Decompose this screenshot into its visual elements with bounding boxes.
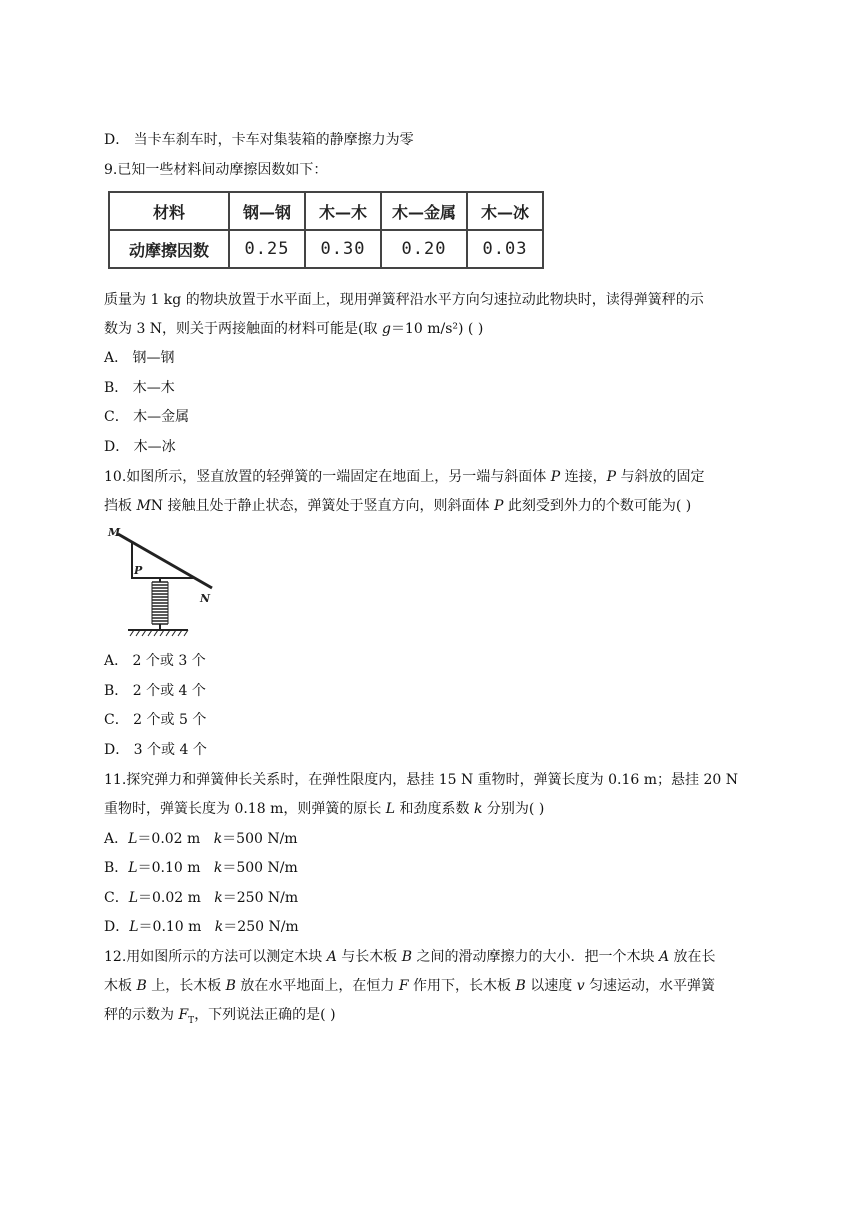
q10-line2 <box>104 496 691 516</box>
var-p: P <box>550 469 561 485</box>
table-header-cell: 钢—钢 <box>229 192 305 230</box>
text-span: 分别为( ) <box>482 801 545 817</box>
option-k-value: ＝500 N/m <box>222 860 298 876</box>
var-l: L <box>128 831 138 847</box>
var-f: F <box>398 978 409 994</box>
text-span: 秤的示数为 <box>104 1007 179 1023</box>
option-l-value: ＝0.02 m <box>138 890 201 906</box>
q12-line3 <box>104 1005 336 1031</box>
q11-option-c <box>104 888 298 908</box>
table-cell: 0.03 <box>467 230 543 268</box>
q9-option-b: B． 木—木 <box>104 380 175 396</box>
text-span: 上，长木板 <box>146 978 226 994</box>
option-label: D． <box>104 919 130 935</box>
var-b: B <box>515 978 526 994</box>
text-span: ，下列说法正确的是( ) <box>194 1007 336 1023</box>
q10-option-b: B． 2 个或 4 个 <box>104 683 206 699</box>
text-span: ＝10 m/s²) ( ) <box>390 321 484 337</box>
var-l: L <box>129 919 139 935</box>
table-header-cell: 木—冰 <box>467 192 543 230</box>
var-a: A <box>326 949 337 965</box>
option-l-value: ＝0.10 m <box>138 919 202 935</box>
text-span: 作用下，长木板 <box>408 978 516 994</box>
q9-intro: 9.已知一些材料间动摩擦因数如下： <box>104 162 328 178</box>
text-span: 12.用如图所示的方法可以测定木块 <box>104 949 327 965</box>
text-span: 此刻受到外力的个数可能为( ) <box>503 498 692 514</box>
table-cell: 0.25 <box>229 230 305 268</box>
text-span: 匀速运动，水平弹簧 <box>584 978 716 994</box>
var-k: k <box>213 860 223 876</box>
text-span: 与长木板 <box>336 949 402 965</box>
text-span: 挡板 <box>104 498 137 514</box>
text-span: 以速度 <box>525 978 577 994</box>
text-span: N 接触且处于静止状态，弹簧处于竖直方向，则斜面体 <box>150 498 494 514</box>
q11-option-a <box>104 829 298 849</box>
var-ft: F <box>178 1007 189 1023</box>
var-ft-subscript: T <box>188 1015 195 1026</box>
q11-line1: 11.探究弹力和弹簧伸长关系时，在弹性限度内，悬挂 15 N 重物时，弹簧长度为 0.16 m；悬挂 20 N <box>104 772 738 788</box>
q12-line1 <box>104 947 716 967</box>
spring-incline-diagram <box>104 522 224 642</box>
q10-option-a: A． 2 个或 3 个 <box>104 653 206 669</box>
var-v: v <box>576 978 585 994</box>
var-p: P <box>606 469 617 485</box>
table-cell: 0.20 <box>381 230 467 268</box>
option-k-value: ＝250 N/m <box>223 919 299 935</box>
text-span: 连接， <box>560 469 607 485</box>
q9-option-d: D． 木—冰 <box>104 439 176 455</box>
label-p: P <box>134 564 143 577</box>
option-label: B． <box>104 860 129 876</box>
q9-option-c: C． 木—金属 <box>104 409 190 425</box>
q11-line2 <box>104 799 544 819</box>
q9-stem-line1: 质量为 1 kg 的物块放置于水平面上，现用弹簧秤沿水平方向匀速拉动此物块时，读得弹簧秤的示 <box>104 292 704 308</box>
label-n: N <box>200 592 211 605</box>
option-k-value: ＝250 N/m <box>222 890 299 906</box>
text-span: 之间的滑动摩擦力的大小．把一个木块 <box>412 949 659 965</box>
q8-option-d: D． 当卡车刹车时，卡车对集装箱的静摩擦力为零 <box>104 132 414 148</box>
text-span: 放在长 <box>669 949 716 965</box>
table-header-cell: 木—木 <box>305 192 381 230</box>
var-p: P <box>493 498 504 514</box>
var-b: B <box>225 978 236 994</box>
text-span: 木板 <box>104 978 137 994</box>
friction-table <box>108 191 544 269</box>
text-span: 重物时，弹簧长度为 0.18 m，则弹簧的原长 <box>104 801 386 817</box>
var-g: g <box>381 321 391 337</box>
var-l: L <box>128 860 138 876</box>
text-span: 和劲度系数 <box>395 801 474 817</box>
var-a: A <box>658 949 670 965</box>
spring <box>152 582 168 624</box>
q9-option-a: A． 钢—钢 <box>104 350 175 366</box>
table-header-cell: 木—金属 <box>381 192 467 230</box>
var-k: k <box>214 919 224 935</box>
var-b: B <box>401 949 413 965</box>
option-label: A． <box>104 831 129 847</box>
var-k: k <box>213 831 223 847</box>
text-span: 数为 3 N，则关于两接触面的材料可能是(取 <box>104 321 382 337</box>
label-m: M <box>108 526 121 539</box>
q12-line2 <box>104 976 715 996</box>
table-cell: 动摩擦因数 <box>109 230 229 268</box>
q10-option-c: C． 2 个或 5 个 <box>104 712 207 728</box>
var-l: L <box>128 890 139 906</box>
var-k: k <box>474 801 483 817</box>
var-l: L <box>385 801 396 817</box>
q10-option-d: D． 3 个或 4 个 <box>104 742 207 758</box>
var-b: B <box>136 978 147 994</box>
q10-line1 <box>104 467 704 487</box>
text-span: 与斜放的固定 <box>616 469 705 485</box>
option-label: C． <box>104 890 129 906</box>
text-span: 10.如图所示，竖直放置的轻弹簧的一端固定在地面上，另一端与斜面体 <box>104 469 551 485</box>
q11-option-d <box>104 917 299 937</box>
q9-stem-line2 <box>104 319 483 339</box>
q11-option-b <box>104 858 298 878</box>
table-cell: 0.30 <box>305 230 381 268</box>
option-l-value: ＝0.10 m <box>137 860 201 876</box>
table-row <box>109 230 543 268</box>
option-l-value: ＝0.02 m <box>137 831 201 847</box>
option-k-value: ＝500 N/m <box>222 831 298 847</box>
table-header-cell: 材料 <box>109 192 229 230</box>
table-header-row <box>109 192 543 230</box>
text-span: 放在水平地面上，在恒力 <box>235 978 399 994</box>
var-k: k <box>214 890 223 906</box>
var-m: M <box>136 498 151 514</box>
